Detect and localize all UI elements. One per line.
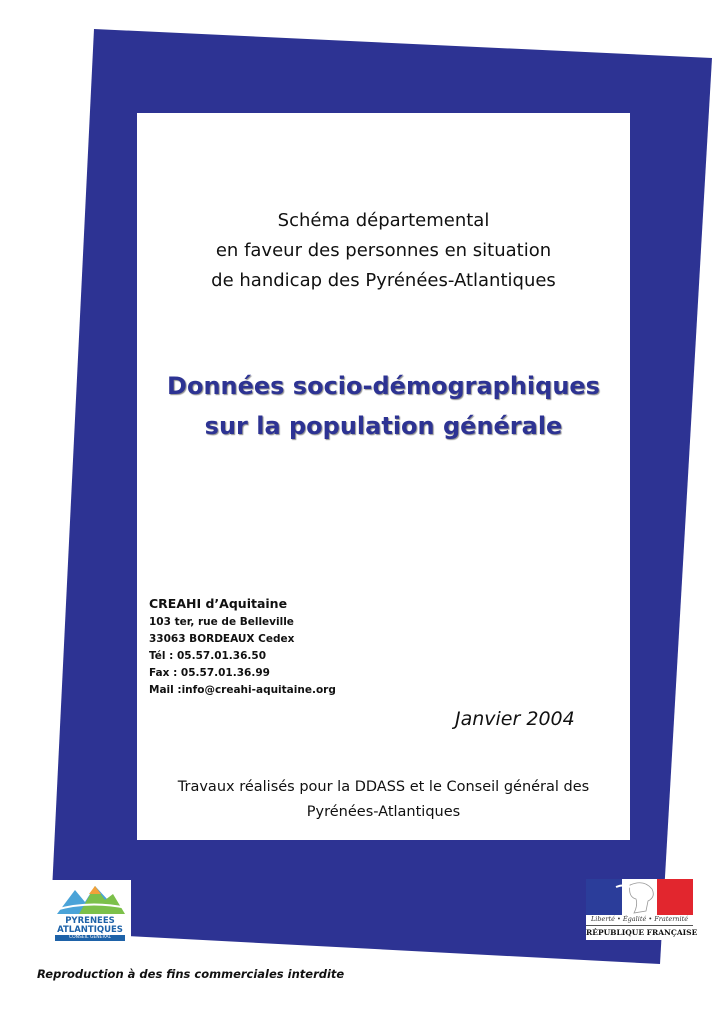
credits-line-1: Travaux réalisés pour la DDASS et le Conseil général des [177, 779, 590, 795]
title-line-2: sur la population générale [204, 412, 563, 440]
republic-motto: Liberté • Égalité • Fraternité [590, 915, 689, 923]
subtitle-line-2: en faveur des personnes en situation [215, 240, 552, 261]
address-city: 33063 BORDEAUX Cedex [149, 633, 295, 645]
marianne-flag-icon [586, 879, 693, 915]
contact-block [149, 594, 336, 699]
credits-line-2: Pyrénées-Atlantiques [306, 804, 461, 820]
document-title [137, 366, 630, 446]
logo-text-atlantiques: ATLANTIQUES [57, 925, 123, 935]
logo-text-pyrenees: PYRENEES [65, 916, 115, 926]
phone-number: Tél : 05.57.01.36.50 [149, 650, 267, 662]
reproduction-notice: Reproduction à des fins commerciales interdite [37, 967, 345, 981]
publication-date: Janvier 2004 [455, 708, 575, 730]
address-street: 103 ter, rue de Belleville [149, 616, 294, 628]
republic-name: RÉPUBLIQUE FRANÇAISE [586, 925, 693, 940]
credits [137, 775, 630, 825]
subtitle-line-3: de handicap des Pyrénées-Atlantiques [211, 270, 556, 291]
fax-number: Fax : 05.57.01.36.99 [149, 667, 270, 679]
subtitle [137, 206, 630, 296]
pyrenees-atlantiques-logo [49, 880, 131, 942]
title-line-1: Données socio-démographiques [167, 372, 600, 400]
mountain-logo-icon [49, 880, 131, 918]
republique-francaise-logo [586, 879, 698, 940]
subtitle-line-1: Schéma départemental [277, 210, 490, 231]
logo-text-conseil: CONSEIL GÉNÉRAL [55, 935, 125, 941]
organization-name: CREAHI d’Aquitaine [149, 596, 288, 611]
email-address: Mail :info@creahi-aquitaine.org [149, 684, 336, 696]
